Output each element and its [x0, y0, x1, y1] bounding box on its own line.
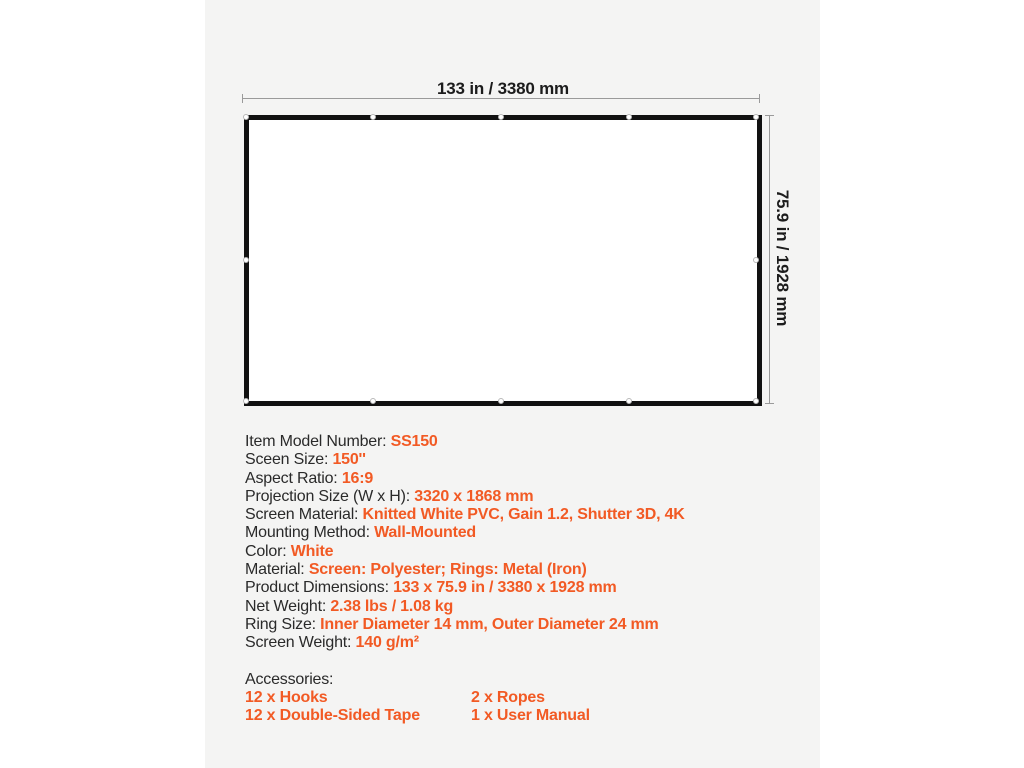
spec-label: Color:: [245, 542, 291, 560]
spec-row-screen-size: [245, 451, 805, 469]
height-dimension-line: [769, 115, 770, 404]
width-dimension-line: [242, 98, 760, 99]
height-dimension-label: 75.9 in / 1928 mm: [773, 189, 792, 327]
spec-label: Ring Size:: [245, 615, 321, 633]
spec-label: Net Weight:: [245, 597, 331, 615]
height-dimension-tick-top: [765, 115, 774, 116]
specifications-list: [245, 433, 805, 725]
spec-row-ring-size: [245, 616, 805, 634]
spec-value: Knitted White PVC, Gain 1.2, Shutter 3D, 4K: [362, 506, 685, 524]
spec-value: 150'': [332, 451, 366, 469]
spec-label: Screen Weight:: [245, 634, 356, 652]
width-dimension-tick-left: [242, 94, 243, 103]
spec-value: 3320 x 1868 mm: [414, 487, 534, 505]
spec-row-material: [245, 561, 805, 579]
spec-label: Projection Size (W x H):: [245, 487, 415, 505]
spec-row-color: [245, 543, 805, 561]
spec-value: 16:9: [341, 469, 374, 487]
accessory-item: 2 x Ropes: [471, 688, 545, 706]
accessories-list: [245, 689, 805, 726]
spec-label: Aspect Ratio:: [245, 469, 342, 487]
grommet-icon: [753, 114, 759, 120]
spec-row-model-number: [245, 433, 805, 451]
accessory-item: 12 x Hooks: [245, 688, 328, 706]
spec-row-net-weight: [245, 598, 805, 616]
width-dimension-label: 133 in / 3380 mm: [437, 79, 569, 98]
spec-label: Sceen Size:: [245, 451, 333, 469]
grommet-icon: [626, 398, 632, 404]
spec-row-projection-size: [245, 488, 805, 506]
spec-value: Inner Diameter 14 mm, Outer Diameter 24 mm: [320, 615, 659, 633]
grommet-icon: [370, 398, 376, 404]
spec-label: Material:: [245, 561, 309, 579]
grommet-icon: [243, 257, 249, 263]
accessories-title: Accessories:: [245, 670, 334, 688]
spec-value: 133 x 75.9 in / 3380 x 1928 mm: [393, 579, 617, 597]
spec-label: Screen Material:: [245, 506, 363, 524]
height-dimension-tick-bottom: [765, 403, 774, 404]
spec-row-screen-material: [245, 506, 805, 524]
spec-row-mounting-method: [245, 524, 805, 542]
spec-value: 2.38 lbs / 1.08 kg: [330, 597, 454, 615]
spec-label: Product Dimensions:: [245, 579, 394, 597]
spec-label: Mounting Method:: [245, 524, 375, 542]
spec-label: Item Model Number:: [245, 433, 391, 450]
spec-value: White: [290, 542, 334, 560]
spec-value: SS150: [390, 433, 438, 450]
grommet-icon: [243, 114, 249, 120]
spec-value: Screen: Polyester; Rings: Metal (Iron): [308, 561, 587, 579]
projector-screen-diagram: [244, 115, 762, 406]
grommet-icon: [370, 114, 376, 120]
grommet-icon: [753, 398, 759, 404]
accessory-item: 12 x Double-Sided Tape: [245, 707, 420, 725]
grommet-icon: [498, 114, 504, 120]
spec-row-product-dimensions: [245, 579, 805, 597]
spec-value: 140 g/m²: [355, 634, 419, 652]
spec-row-aspect-ratio: [245, 470, 805, 488]
spec-value: Wall-Mounted: [374, 524, 476, 542]
grommet-icon: [753, 257, 759, 263]
spec-row-screen-weight: [245, 634, 805, 652]
grommet-icon: [498, 398, 504, 404]
width-dimension-tick-right: [759, 94, 760, 103]
grommet-icon: [243, 398, 249, 404]
grommet-icon: [626, 114, 632, 120]
accessory-item: 1 x User Manual: [471, 707, 590, 725]
